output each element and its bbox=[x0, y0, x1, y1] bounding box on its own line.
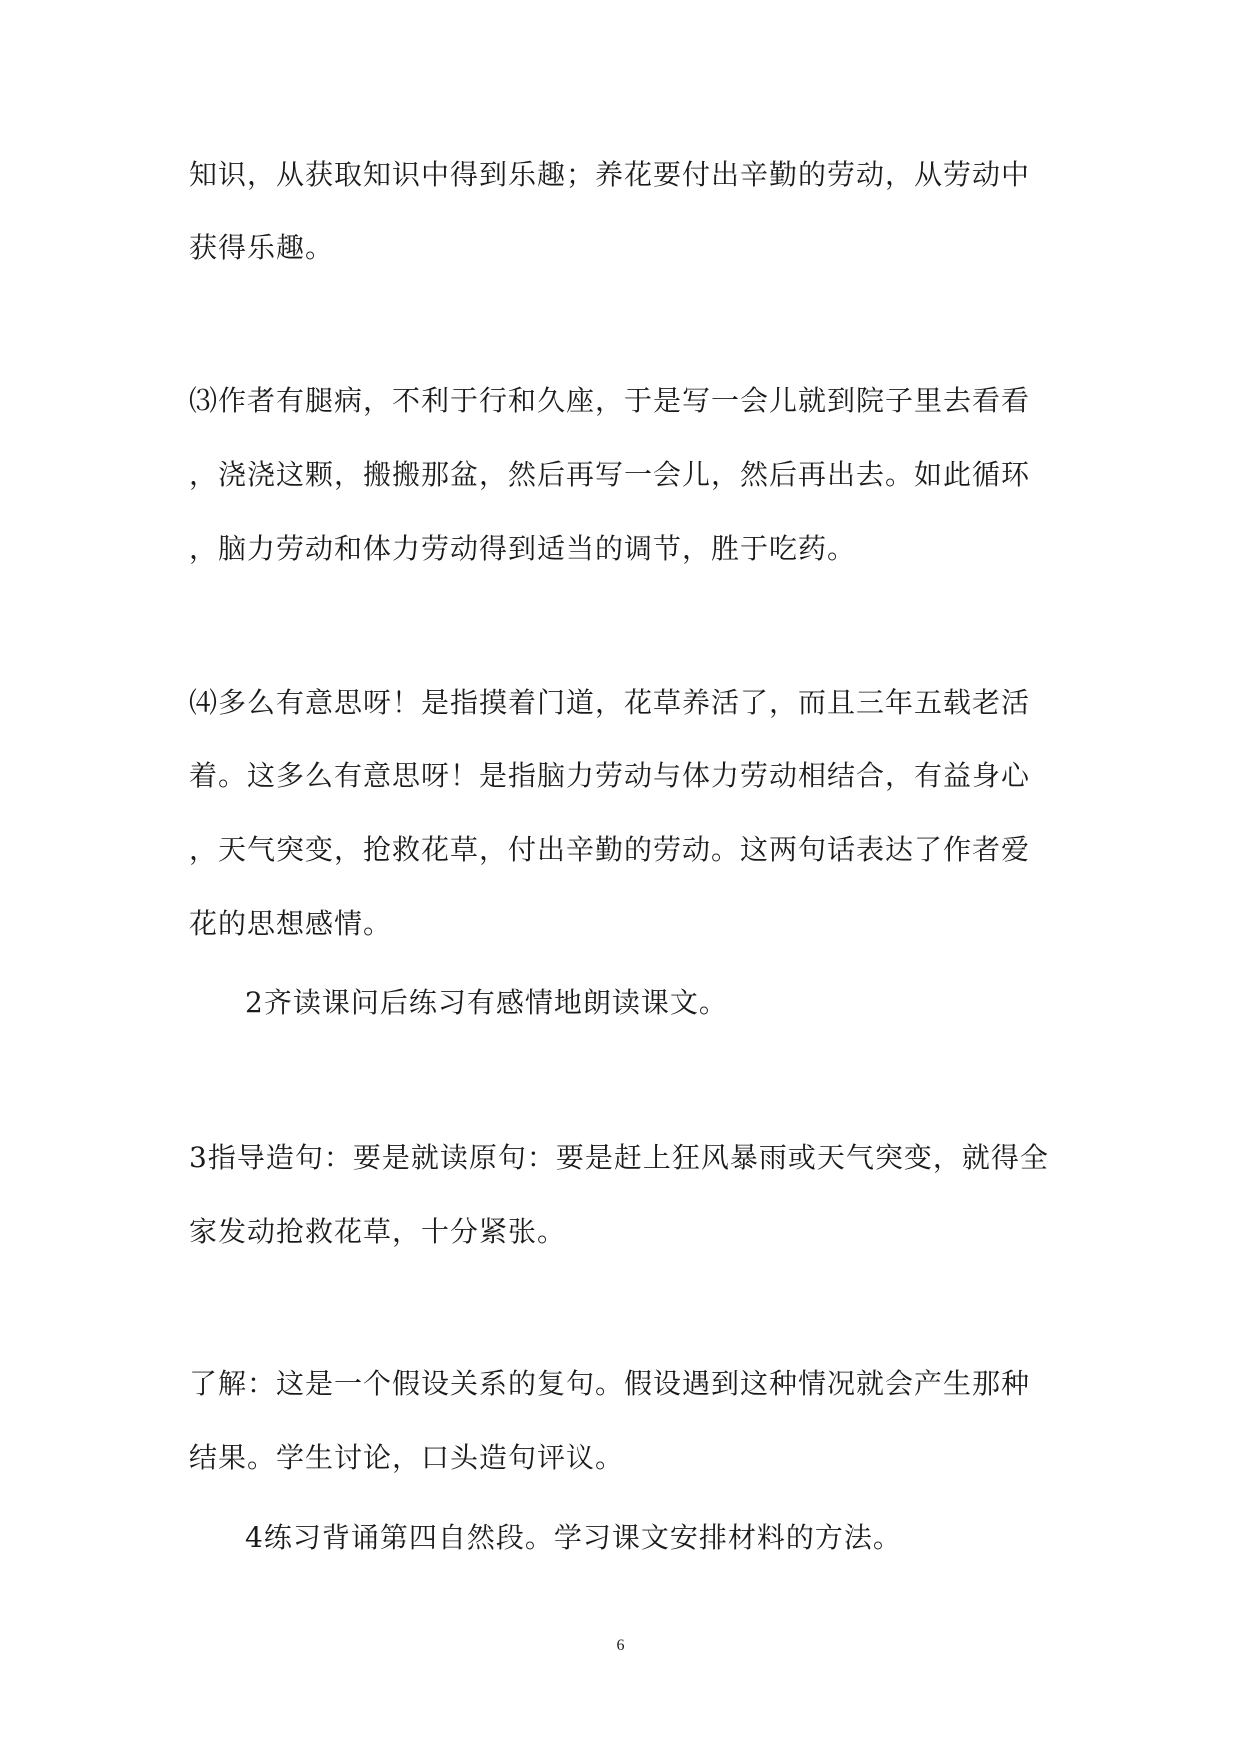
text-line: 花的思想感情。 bbox=[189, 907, 393, 940]
text-line: 着。这多么有意思呀！是指脑力劳动与体力劳动相结合，有益身心 bbox=[189, 759, 1031, 792]
text-line: 了解：这是一个假设关系的复句。假设遇到这种情况就会产生那种 bbox=[189, 1367, 1031, 1400]
text-line: ⑷多么有意思呀！是指摸着门道，花草养活了，而且三年五载老活 bbox=[189, 686, 1031, 719]
text-line: 知识，从获取知识中得到乐趣；养花要付出辛勤的劳动，从劳动中 bbox=[189, 158, 1031, 191]
text-line: 2齐读课问后练习有感情地朗读课文。 bbox=[245, 986, 728, 1019]
text-line: 4练习背诵第四自然段。学习课文安排材料的方法。 bbox=[245, 1521, 902, 1554]
text-line: ⑶作者有腿病，不利于行和久座，于是写一会儿就到院子里去看看 bbox=[189, 384, 1031, 417]
text-line: 3指导造句：要是就读原句：要是赶上狂风暴雨或天气突变，就得全 bbox=[189, 1141, 1049, 1174]
text-line: 家发动抢救花草，十分紧张。 bbox=[189, 1215, 567, 1248]
text-line: 结果。学生讨论，口头造句评议。 bbox=[189, 1441, 625, 1474]
page-number: 6 bbox=[616, 1637, 625, 1654]
text-line: ，天气突变，抢救花草，付出辛勤的劳动。这两句话表达了作者爱 bbox=[189, 833, 1031, 866]
text-line: ，浇浇这颗，搬搬那盆，然后再写一会儿，然后再出去。如此循环 bbox=[189, 458, 1031, 491]
text-line: ，脑力劳动和体力劳动得到适当的调节，胜于吃药。 bbox=[189, 532, 857, 565]
text-line: 获得乐趣。 bbox=[189, 231, 335, 264]
